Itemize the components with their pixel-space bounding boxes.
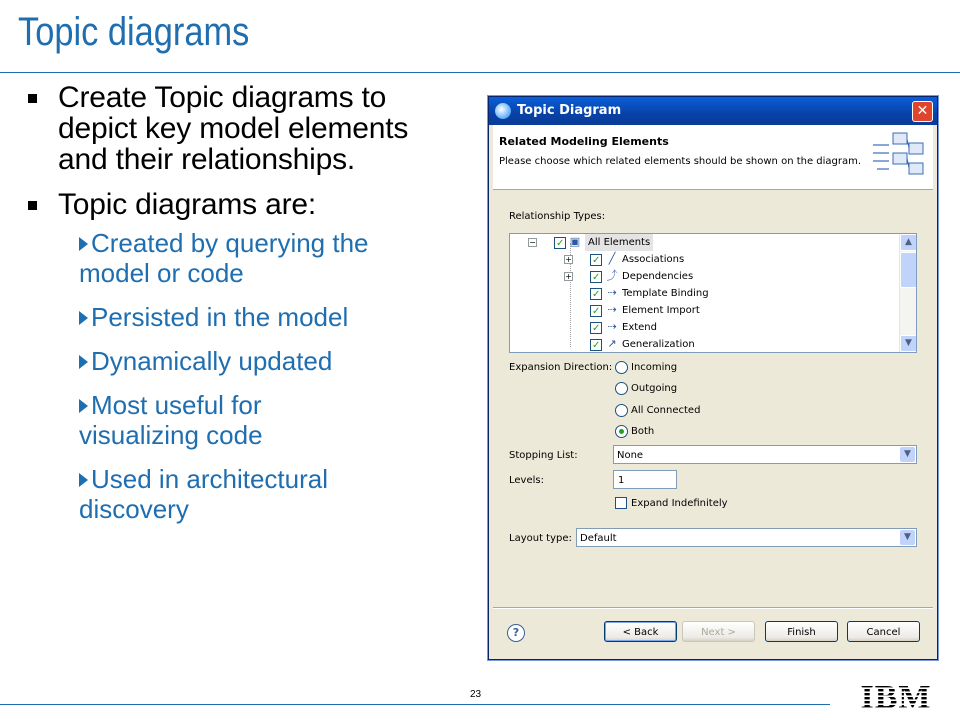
tree-label-dependencies: Dependencies	[622, 271, 694, 282]
checkbox-extend[interactable]	[590, 322, 602, 334]
levels-input[interactable]: 1	[613, 470, 677, 489]
tree-row-dependencies[interactable]	[510, 268, 900, 285]
chevron-down-icon[interactable]: ▼	[900, 530, 915, 545]
sub-bullet-text: Most useful for	[91, 390, 262, 420]
expand-indefinitely-checkbox[interactable]	[615, 497, 627, 509]
back-button[interactable]: < Back	[604, 621, 677, 642]
sub-bullet-item	[22, 464, 452, 524]
tree-row-extend[interactable]	[510, 319, 900, 336]
triangle-bullet-icon	[79, 399, 88, 413]
topic-diagram-icon	[871, 131, 927, 183]
collapse-icon[interactable]: −	[529, 238, 536, 247]
radio-outgoing[interactable]	[615, 382, 628, 395]
tree-row-template-binding[interactable]	[510, 285, 900, 302]
square-bullet-icon	[28, 201, 37, 210]
cancel-button[interactable]: Cancel	[847, 621, 920, 642]
radio-outgoing-label: Outgoing	[631, 383, 678, 394]
dialog-title: Topic Diagram	[517, 103, 622, 118]
triangle-bullet-icon	[79, 237, 88, 251]
wizard-header	[493, 125, 933, 190]
layout-type-label: Layout type:	[509, 533, 572, 544]
radio-all-connected-label: All Connected	[631, 405, 701, 416]
stopping-list-value: None	[617, 450, 644, 461]
bullet-item	[22, 189, 452, 220]
bullet-text: Topic diagrams are:	[58, 188, 316, 221]
tree-label-element-import: Element Import	[622, 305, 700, 316]
tree-label-extend: Extend	[622, 322, 657, 333]
ibm-logo	[850, 677, 942, 713]
tree-row-element-import[interactable]	[510, 302, 900, 319]
relationship-types-label: Relationship Types:	[509, 211, 606, 222]
help-icon[interactable]: ?	[507, 624, 525, 642]
stopping-list-label: Stopping List:	[509, 450, 578, 461]
radio-all-connected[interactable]	[615, 404, 628, 417]
radio-both[interactable]	[615, 425, 628, 438]
radio-incoming-label: Incoming	[631, 362, 678, 373]
chevron-down-icon[interactable]: ▼	[900, 447, 915, 462]
bullet-text: Create Topic diagrams to depict key model elements and their relationships.	[58, 81, 409, 176]
tree-label-associations: Associations	[622, 254, 685, 265]
sub-bullet-text: Created by querying the	[91, 228, 369, 258]
slide-title: Topic diagrams	[18, 10, 250, 54]
layout-type-combo[interactable]	[576, 528, 917, 547]
tree-scrollbar[interactable]	[899, 234, 916, 352]
levels-label: Levels:	[509, 475, 544, 486]
sub-bullet-text: visualizing code	[79, 420, 263, 450]
element-import-icon: ⇢	[607, 303, 617, 316]
finish-button[interactable]: Finish	[765, 621, 838, 642]
template-binding-icon: ⇢	[607, 286, 617, 299]
stopping-list-combo[interactable]	[613, 445, 917, 464]
close-button[interactable]: ✕	[912, 101, 933, 122]
tree-label-template-binding: Template Binding	[622, 288, 709, 299]
tree-label-generalization: Generalization	[622, 339, 695, 350]
bullet-item	[22, 82, 452, 175]
checkbox-dependencies[interactable]	[590, 271, 602, 283]
sub-bullet-text: model or code	[79, 258, 244, 288]
bullet-list	[22, 82, 452, 538]
tree-row-root[interactable]	[510, 234, 900, 251]
sub-bullet-item	[22, 346, 452, 376]
sub-bullet-item	[22, 390, 452, 450]
checkbox-generalization[interactable]	[590, 339, 602, 351]
title-rule	[0, 72, 960, 73]
expand-indefinitely-label: Expand Indefinitely	[631, 498, 728, 509]
page-number: 23	[470, 689, 482, 700]
expansion-direction-label: Expansion Direction:	[509, 362, 613, 373]
expand-icon[interactable]: +	[565, 255, 572, 264]
triangle-bullet-icon	[79, 473, 88, 487]
triangle-bullet-icon	[79, 311, 88, 325]
sub-bullet-item	[22, 302, 452, 332]
folder-icon: ▣	[569, 235, 581, 248]
button-separator	[493, 607, 933, 609]
tree-label-all-elements: All Elements	[585, 234, 653, 251]
sub-bullet-text: Used in architectural	[91, 464, 328, 494]
association-icon: ╱	[608, 252, 616, 265]
scroll-thumb[interactable]	[900, 252, 917, 288]
dialog-titlebar[interactable]	[489, 97, 937, 125]
tree-row-generalization[interactable]	[510, 336, 900, 353]
checkbox-associations[interactable]	[590, 254, 602, 266]
dependency-icon: ⤴	[606, 269, 618, 282]
scroll-up-icon[interactable]: ▲	[900, 234, 917, 251]
app-icon	[495, 103, 511, 119]
scroll-down-icon[interactable]: ▼	[900, 335, 917, 352]
radio-both-label: Both	[631, 426, 655, 437]
expand-icon[interactable]: +	[565, 272, 572, 281]
sub-bullet-text: discovery	[79, 494, 189, 524]
topic-diagram-dialog	[488, 96, 938, 660]
square-bullet-icon	[28, 94, 37, 103]
ibm-logo-text: IBM	[860, 679, 932, 713]
triangle-bullet-icon	[79, 355, 88, 369]
sub-bullet-item	[22, 228, 452, 288]
radio-incoming[interactable]	[615, 361, 628, 374]
checkbox-template-binding[interactable]	[590, 288, 602, 300]
header-description: Please choose which related elements should be shown on the diagram.	[499, 156, 862, 167]
sub-bullet-text: Persisted in the model	[91, 302, 349, 332]
generalization-icon: ↗	[607, 337, 617, 350]
header-title: Related Modeling Elements	[499, 135, 669, 148]
extend-icon: ⇢	[607, 320, 617, 333]
layout-type-value: Default	[580, 533, 617, 544]
next-button[interactable]: Next >	[682, 621, 755, 642]
tree-row-associations[interactable]	[510, 251, 900, 268]
sub-bullet-text: Dynamically updated	[91, 346, 333, 376]
bottom-rule	[0, 704, 830, 705]
relationship-tree[interactable]	[509, 233, 917, 353]
checkbox-all-elements[interactable]	[554, 237, 566, 249]
checkbox-element-import[interactable]	[590, 305, 602, 317]
